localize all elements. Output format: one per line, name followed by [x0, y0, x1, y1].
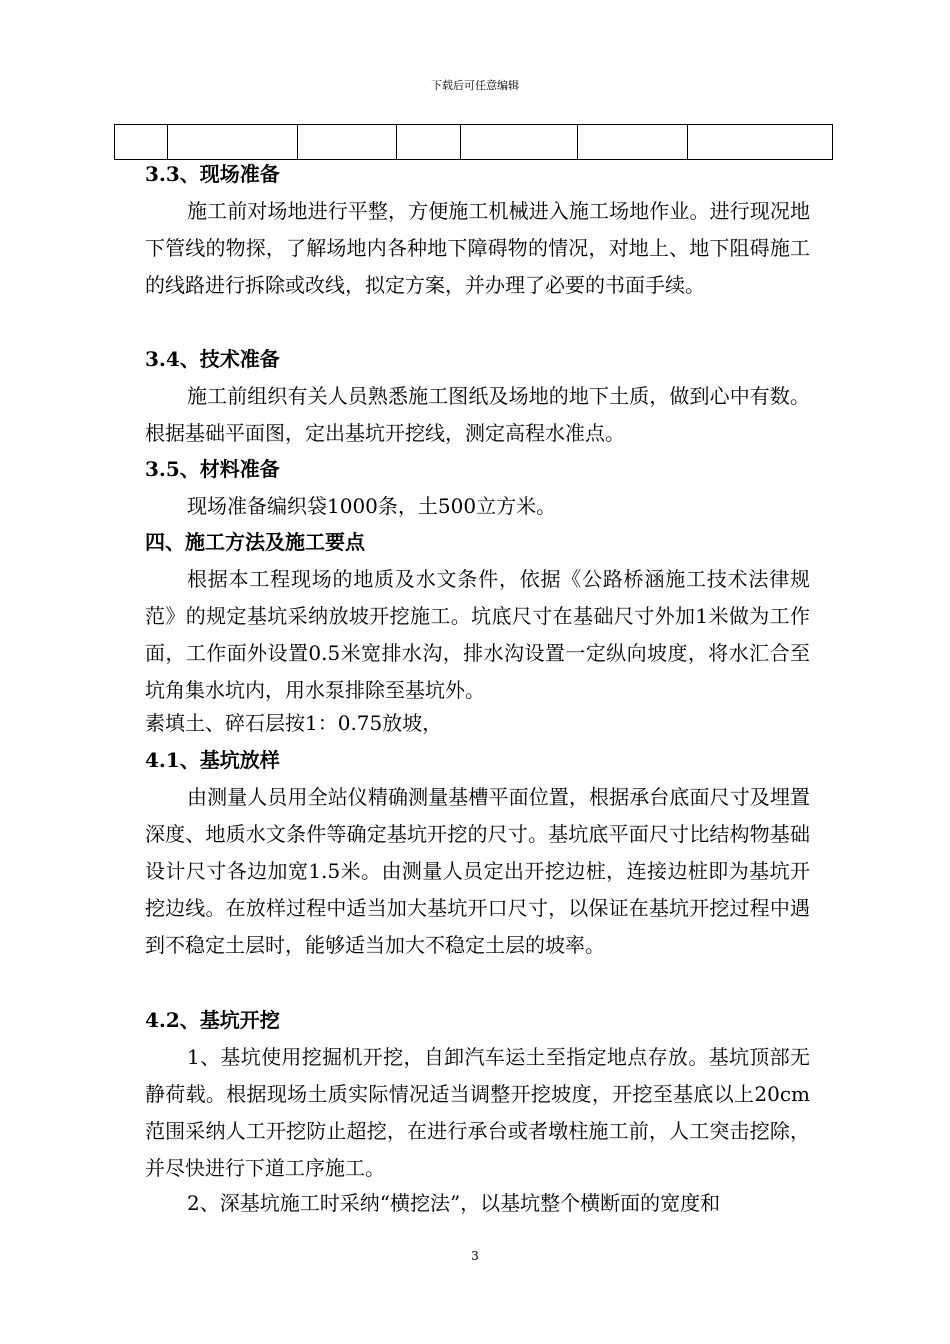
table-cell — [115, 125, 168, 160]
section-4-text: 根据本工程现场的地质及水文条件，依据《公路桥涵施工技术法律规范》的规定基坑采纳放坡开挖施工。坑底尺寸在基础尺寸外加1米做为工作面，工作面外设置0.5米宽排水沟，排水沟设置一定纵向坡度，将水汇合至坑角集水坑内，用水泵排除至基坑外。 — [145, 567, 810, 702]
table-fragment — [114, 124, 833, 160]
table-cell — [397, 125, 461, 160]
section-4-2-para-1: 1、基坑使用挖掘机开挖，自卸汽车运土至指定地点存放。基坑顶部无静荷载。根据现场土质实际情况适当调整开挖坡度，开挖至基底以上20cm范围采纳人工开挖防止超挖，在进行承台或者墩柱施工前，人工突击挖除，并尽快进行下道工序施工。 — [145, 1045, 810, 1180]
table-cell — [578, 125, 688, 160]
section-4-title: 四、施工方法及施工要点 — [145, 530, 365, 554]
page-number: 3 — [471, 1249, 479, 1263]
section-4-2-title: 4.2、基坑开挖 — [145, 1008, 280, 1032]
section-4-1-text: 由测量人员用全站仪精确测量基槽平面位置，根据承台底面尺寸及埋置深度、地质水文条件等确定基坑开挖的尺寸。基坑底平面尺寸比结构物基础设计尺寸各边加宽1.5米。由测量人员定出开挖边桩，连接边桩即为基坑开挖边线。在放样过程中适当加大基坑开口尺寸，以保证在基坑开挖过程中遇到不稳定土层时，能够适当加大不稳定土层的坡率。 — [145, 785, 810, 957]
table-row — [115, 125, 833, 160]
page-header: 下载后可任意编辑 — [431, 79, 519, 92]
section-3-5-title: 3.5、材料准备 — [145, 457, 280, 481]
section-4-slope: 素填土、碎石层按1：0.75放坡， — [145, 711, 443, 735]
section-4-2-para-2: 2、深基坑施工时采纳“横挖法”，以基坑整个横断面的宽度和 — [187, 1191, 721, 1215]
section-4-1-title: 4.1、基坑放样 — [145, 748, 280, 772]
table-cell — [298, 125, 397, 160]
table-cell — [168, 125, 298, 160]
section-3-3-title: 3.3、现场准备 — [145, 162, 280, 186]
section-3-4-title: 3.4、技术准备 — [145, 347, 280, 371]
table-cell — [688, 125, 833, 160]
section-3-4-text: 施工前组织有关人员熟悉施工图纸及场地的地下土质，做到心中有数。根据基础平面图，定出基坑开挖线，测定高程水准点。 — [145, 384, 810, 445]
section-3-3-text: 施工前对场地进行平整，方便施工机械进入施工场地作业。进行现况地下管线的物探，了解场地内各种地下障碍物的情况，对地上、地下阻碍施工的线路进行拆除或改线，拟定方案，并办理了必要的书面手续。 — [145, 199, 810, 297]
table-cell — [461, 125, 578, 160]
section-3-5-text: 现场准备编织袋1000条，土500立方米。 — [187, 494, 557, 518]
